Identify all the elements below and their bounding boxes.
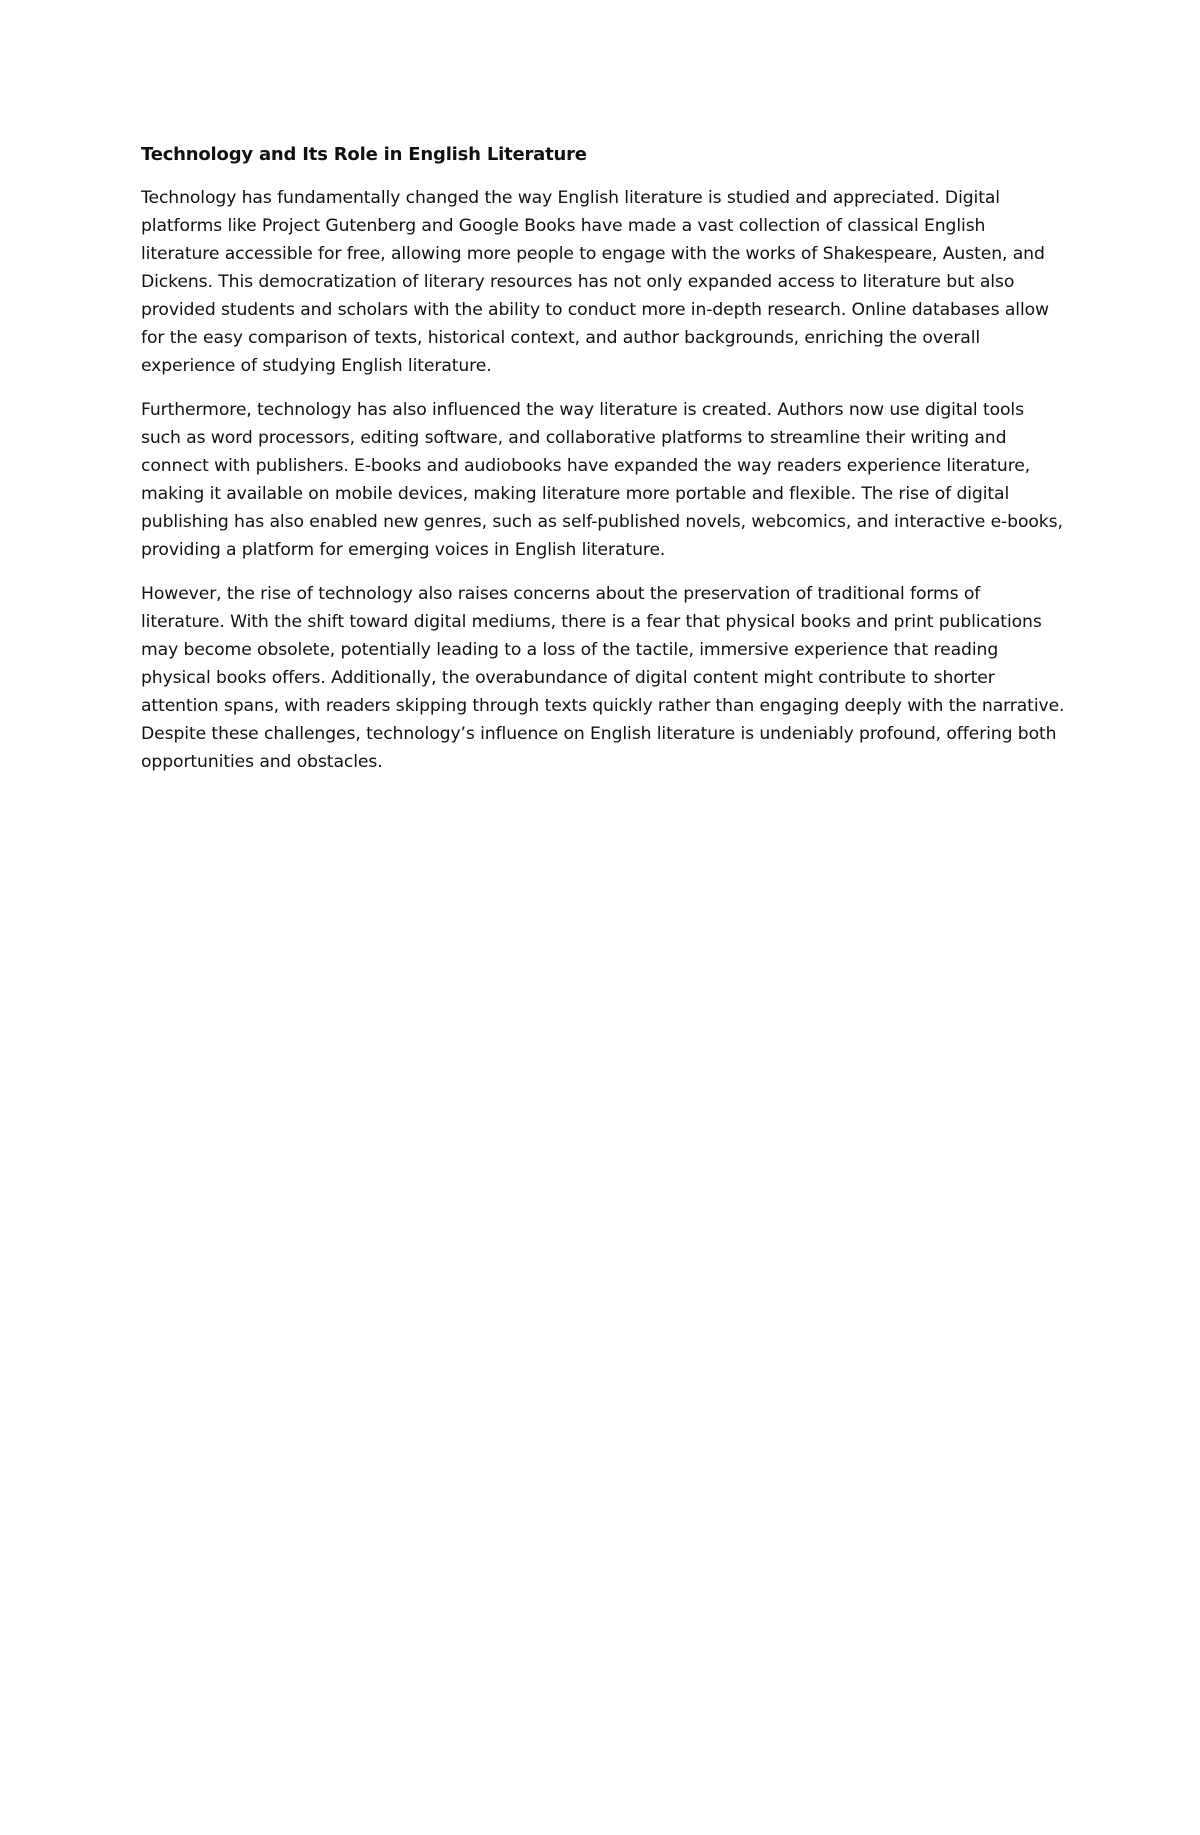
paragraph-3: However, the rise of technology also raises concerns about the preservation of traditional forms of literature. With the shift toward digital mediums, there is a fear that physical books and print publications may become obsolete, potentially leading to a loss of the tactile, immersive experience that reading physical books offers. Additionally, the overabundance of digital content might contribute to shorter attention spans, with readers skipping through texts quickly rather than engaging deeply with the narrative. Despite these challenges, technology’s influence on English literature is undeniably profound, offering both opportunities and obstacles. <box>141 584 1065 772</box>
document-body <box>141 138 1066 792</box>
paragraph-2: Furthermore, technology has also influenced the way literature is created. Authors now use digital tools such as word processors, editing software, and collaborative platforms to streamline their writing and connect with publishers. E-books and audiobooks have expanded the way readers experience literature, making it available on mobile devices, making literature more portable and flexible. The rise of digital publishing has also enabled new genres, such as self-published novels, webcomics, and interactive e-books, providing a platform for emerging voices in English literature. <box>141 400 1063 560</box>
document-title: Technology and Its Role in English Literature <box>141 144 587 165</box>
paragraph-1: Technology has fundamentally changed the way English literature is studied and appreciated. Digital platforms like Project Gutenberg and Google Books have made a vast collection of classical English literature accessible for free, allowing more people to engage with the works of Shakespeare, Austen, and Dickens. This democratization of literary resources has not only expanded access to literature but also provided students and scholars with the ability to conduct more in-depth research. Online databases allow for the easy comparison of texts, historical context, and author backgrounds, enriching the overall experience of studying English literature. <box>141 188 1050 376</box>
